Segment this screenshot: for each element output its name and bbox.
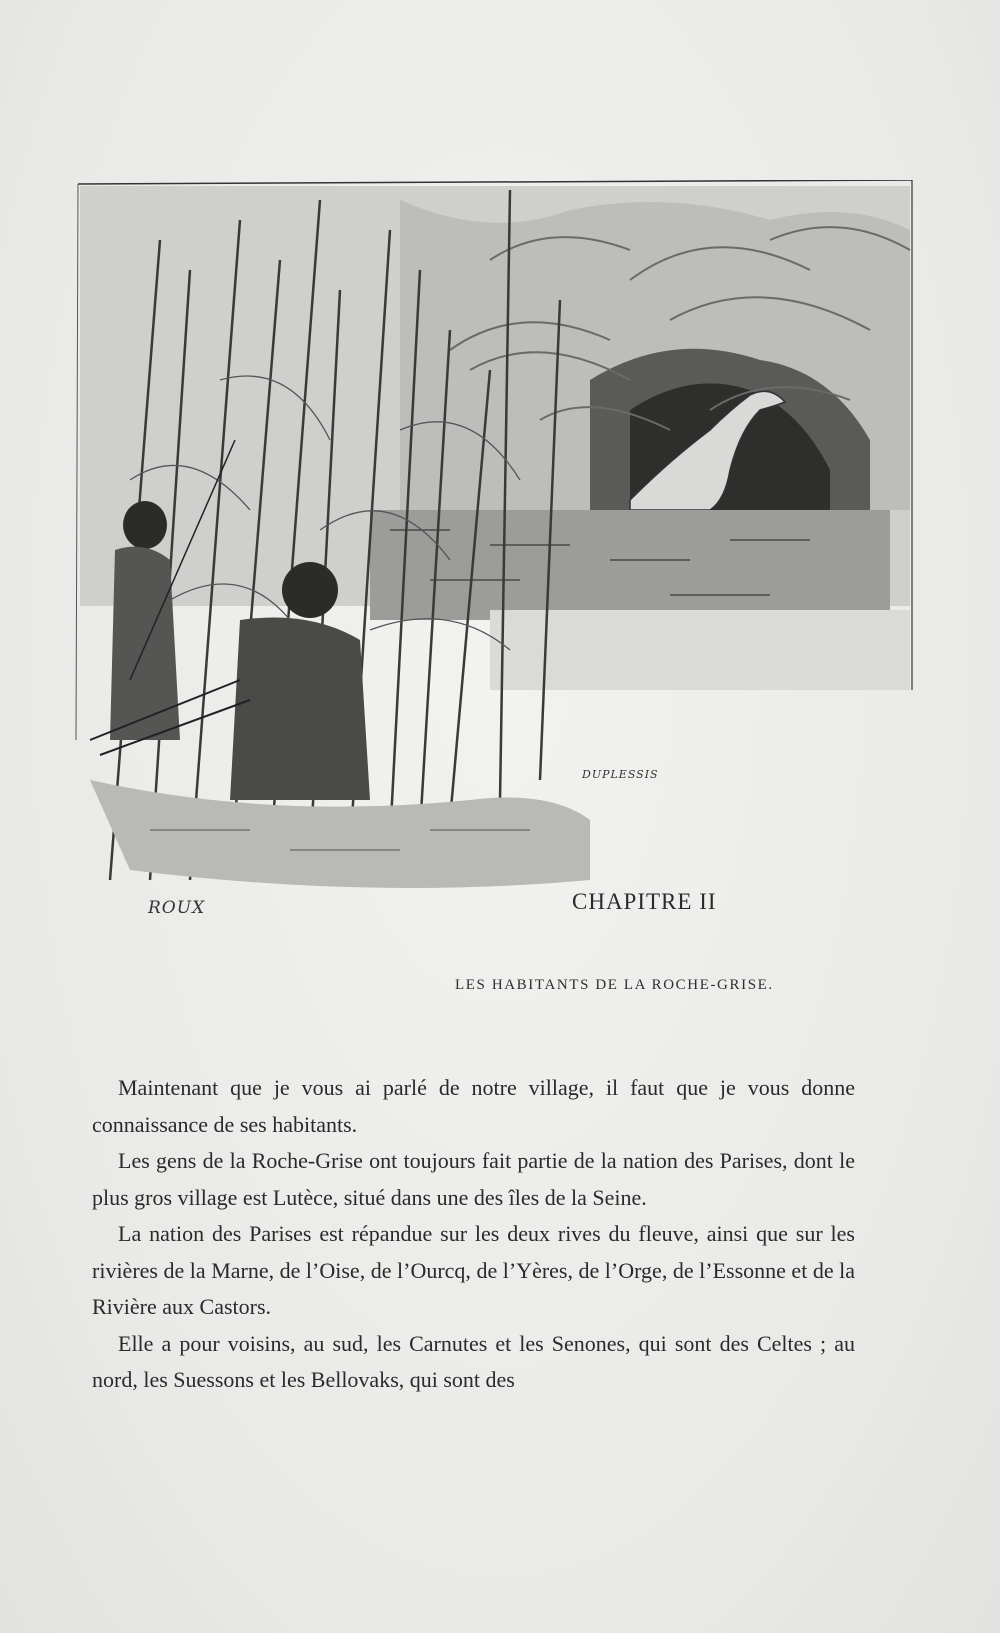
chapter-illustration [70,180,920,940]
chapter-subtitle: LES HABITANTS DE LA ROCHE-GRISE. [455,977,774,993]
paragraph: La nation des Parises est répandue sur les deux rives du fleuve, ainsi que sur les rivières de la Marne, de l’Oise, de l’Ourcq, de l’Yères, de l’Orge, de l’Essonne et de la Rivière aux Castors. [92,1221,855,1319]
paragraph: Elle a pour voisins, au sud, les Carnutes et les Senones, qui sont des Celtes ; au nord, les Suessons et les Bellovaks, qui sont des [92,1330,855,1392]
paragraph: Les gens de la Roche-Grise ont toujours fait partie de la nation des Parises, dont le plus gros village est Lutèce, situé dans une des îles de la Seine. [92,1148,855,1210]
chapter-title: CHAPITRE II [572,889,717,914]
paragraph: Maintenant que je vous ai parlé de notre village, il faut que je vous donne connaissance de ses habitants. [92,1075,855,1137]
engraver-signature-right: DUPLESSIS [582,768,659,781]
engraving-icon [70,180,920,940]
body-text [92,1070,855,1399]
illustrator-signature-left: ROUX [148,898,206,918]
